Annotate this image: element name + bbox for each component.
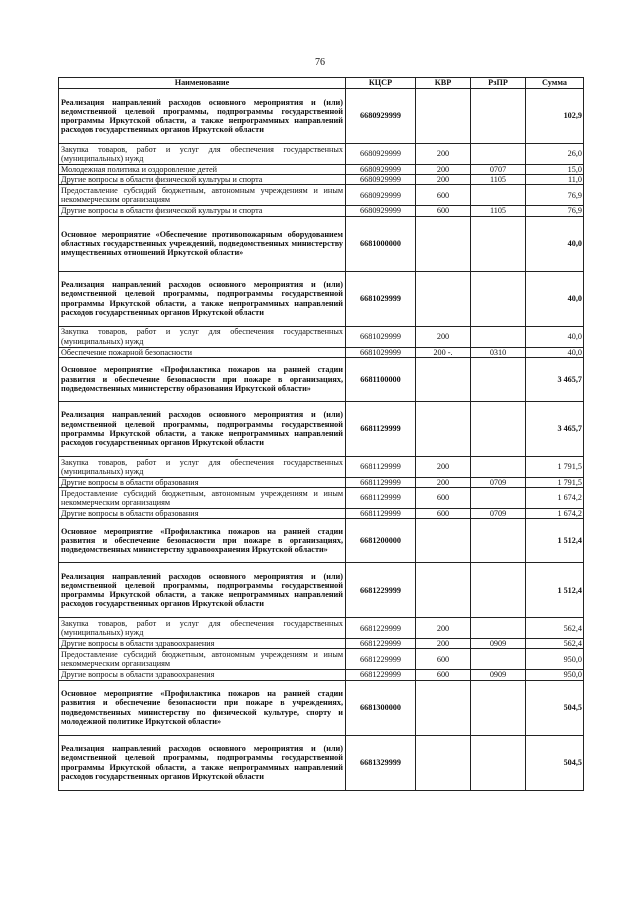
row-kcsr-cell: 6680929999 xyxy=(346,185,416,206)
header-kvr: КВР xyxy=(416,78,471,89)
row-kcsr-cell: 6680929999 xyxy=(346,144,416,165)
table-row xyxy=(59,144,584,165)
row-kcsr-cell: 6680929999 xyxy=(346,175,416,185)
row-name-cell: Обеспечение пожарной безопасности xyxy=(59,347,346,357)
row-rzpr-cell: 0707 xyxy=(471,165,526,175)
header-rzpr: РзПР xyxy=(471,78,526,89)
row-name-cell: Реализация направлений расходов основного мероприятия и (или) ведомственной целевой программы, подпрограммы государственной программы Иркутской области, а также непрограммных направлений расходов государственных органов Иркутской области xyxy=(59,89,346,144)
row-sum-cell: 76,9 xyxy=(526,185,584,206)
row-kvr-cell: 600 xyxy=(416,185,471,206)
row-sum-cell: 950,0 xyxy=(526,670,584,680)
row-kvr-cell xyxy=(416,89,471,144)
row-kcsr-cell: 6681129999 xyxy=(346,508,416,518)
page-number: 76 xyxy=(315,57,325,68)
row-kcsr-cell: 6681200000 xyxy=(346,519,416,563)
row-sum-cell: 1 791,5 xyxy=(526,456,584,477)
row-name-cell: Предоставление субсидий бюджетным, автономным учреждениям и иным некоммерческим организациям xyxy=(59,185,346,206)
row-kvr-cell: 200 xyxy=(416,144,471,165)
row-sum-cell: 1 791,5 xyxy=(526,477,584,487)
row-rzpr-cell xyxy=(471,271,526,326)
row-sum-cell: 1 512,4 xyxy=(526,519,584,563)
row-kcsr-cell: 6680929999 xyxy=(346,206,416,216)
row-kcsr-cell: 6681229999 xyxy=(346,670,416,680)
row-name-cell: Другие вопросы в области образования xyxy=(59,477,346,487)
row-name-cell: Закупка товаров, работ и услуг для обеспечения государственных (муниципальных) нужд xyxy=(59,456,346,477)
row-kcsr-cell: 6681229999 xyxy=(346,563,416,618)
row-name-cell: Другие вопросы в области физической культуры и спорта xyxy=(59,206,346,216)
row-kvr-cell: 200 xyxy=(416,456,471,477)
row-sum-cell: 3 465,7 xyxy=(526,401,584,456)
row-name-cell: Другие вопросы в области образования xyxy=(59,508,346,518)
row-sum-cell: 76,9 xyxy=(526,206,584,216)
row-sum-cell: 562,4 xyxy=(526,639,584,649)
row-name-cell: Другие вопросы в области здравоохранения xyxy=(59,639,346,649)
row-kcsr-cell: 6681329999 xyxy=(346,735,416,790)
row-sum-cell: 3 465,7 xyxy=(526,357,584,401)
row-rzpr-cell xyxy=(471,89,526,144)
row-rzpr-cell xyxy=(471,618,526,639)
row-sum-cell: 40,0 xyxy=(526,216,584,271)
row-kcsr-cell: 6681000000 xyxy=(346,216,416,271)
table-row xyxy=(59,680,584,735)
table-row xyxy=(59,165,584,175)
row-rzpr-cell xyxy=(471,649,526,670)
row-rzpr-cell: 0310 xyxy=(471,347,526,357)
header-sum: Сумма xyxy=(526,78,584,89)
row-rzpr-cell xyxy=(471,519,526,563)
row-kcsr-cell: 6681100000 xyxy=(346,357,416,401)
row-kvr-cell: 200 xyxy=(416,618,471,639)
row-kvr-cell xyxy=(416,519,471,563)
row-sum-cell: 1 674,2 xyxy=(526,487,584,508)
row-sum-cell: 26,0 xyxy=(526,144,584,165)
table-row xyxy=(59,206,584,216)
row-kcsr-cell: 6681129999 xyxy=(346,456,416,477)
row-kvr-cell: 600 xyxy=(416,508,471,518)
table-row xyxy=(59,216,584,271)
row-name-cell: Реализация направлений расходов основного мероприятия и (или) ведомственной целевой программы, подпрограммы государственной программы Иркутской области, а также непрограммных направлений расходов государственных органов Иркутской области xyxy=(59,563,346,618)
table-row xyxy=(59,271,584,326)
row-name-cell: Молодежная политика и оздоровление детей xyxy=(59,165,346,175)
row-name-cell: Реализация направлений расходов основного мероприятия и (или) ведомственной целевой программы, подпрограммы государственной программы Иркутской области, а также непрограммных направлений расходов государственных органов Иркутской области xyxy=(59,271,346,326)
table-row xyxy=(59,477,584,487)
row-sum-cell: 950,0 xyxy=(526,649,584,670)
row-kvr-cell xyxy=(416,563,471,618)
row-kvr-cell xyxy=(416,357,471,401)
table-row xyxy=(59,618,584,639)
table-row xyxy=(59,487,584,508)
row-name-cell: Основное мероприятие «Профилактика пожаров на ранней стадии развития и обеспечение безопасности при пожаре в организациях, подведомственных министерству образования Иркутской области» xyxy=(59,357,346,401)
row-kcsr-cell: 6680929999 xyxy=(346,165,416,175)
table-row xyxy=(59,649,584,670)
row-kcsr-cell: 6681129999 xyxy=(346,477,416,487)
row-kvr-cell: 200 xyxy=(416,165,471,175)
row-kvr-cell: 200 xyxy=(416,639,471,649)
row-rzpr-cell: 0709 xyxy=(471,477,526,487)
row-kcsr-cell: 6681229999 xyxy=(346,639,416,649)
row-kcsr-cell: 6681300000 xyxy=(346,680,416,735)
table-row xyxy=(59,401,584,456)
row-rzpr-cell: 0909 xyxy=(471,639,526,649)
row-rzpr-cell xyxy=(471,216,526,271)
row-name-cell: Реализация направлений расходов основного мероприятия и (или) ведомственной целевой программы, подпрограммы государственной программы Иркутской области, а также непрограммных направлений расходов государственных органов Иркутской области xyxy=(59,401,346,456)
table-row xyxy=(59,639,584,649)
table-body xyxy=(59,89,584,791)
row-sum-cell: 1 512,4 xyxy=(526,563,584,618)
row-sum-cell: 562,4 xyxy=(526,618,584,639)
row-kcsr-cell: 6681029999 xyxy=(346,326,416,347)
row-kvr-cell xyxy=(416,401,471,456)
row-sum-cell: 40,0 xyxy=(526,347,584,357)
row-kcsr-cell: 6680929999 xyxy=(346,89,416,144)
row-rzpr-cell xyxy=(471,144,526,165)
table-row xyxy=(59,563,584,618)
row-sum-cell: 40,0 xyxy=(526,271,584,326)
row-kcsr-cell: 6681129999 xyxy=(346,401,416,456)
row-rzpr-cell xyxy=(471,185,526,206)
row-rzpr-cell xyxy=(471,456,526,477)
row-kvr-cell xyxy=(416,735,471,790)
row-sum-cell: 504,5 xyxy=(526,735,584,790)
table-row xyxy=(59,735,584,790)
row-kvr-cell: 600 xyxy=(416,670,471,680)
table-row xyxy=(59,357,584,401)
row-name-cell: Основное мероприятие «Профилактика пожаров на ранней стадии развития и обеспечение безопасности при пожаре в учреждениях, подведомственных министерству по физической культуре, спорту и молодежной политике Иркутской области» xyxy=(59,680,346,735)
header-name: Наименование xyxy=(59,78,346,89)
row-rzpr-cell xyxy=(471,326,526,347)
row-kvr-cell: 600 xyxy=(416,649,471,670)
row-kcsr-cell: 6681029999 xyxy=(346,347,416,357)
row-rzpr-cell: 1105 xyxy=(471,175,526,185)
row-kcsr-cell: 6681129999 xyxy=(346,487,416,508)
table-row xyxy=(59,519,584,563)
row-kvr-cell: 200 -. xyxy=(416,347,471,357)
row-kvr-cell: 600 xyxy=(416,206,471,216)
row-rzpr-cell xyxy=(471,680,526,735)
row-name-cell: Закупка товаров, работ и услуг для обеспечения государственных (муниципальных) нужд xyxy=(59,144,346,165)
row-sum-cell: 504,5 xyxy=(526,680,584,735)
row-sum-cell: 102,9 xyxy=(526,89,584,144)
table-row xyxy=(59,185,584,206)
row-kvr-cell: 600 xyxy=(416,487,471,508)
row-kvr-cell: 200 xyxy=(416,477,471,487)
row-rzpr-cell: 1105 xyxy=(471,206,526,216)
row-kvr-cell xyxy=(416,680,471,735)
table-row xyxy=(59,508,584,518)
header-kcsr: КЦСР xyxy=(346,78,416,89)
table-row xyxy=(59,326,584,347)
row-name-cell: Основное мероприятие «Обеспечение противопожарным оборудованием областных государственных учреждений, подведомственных министерству имущественных отношений Иркутской области» xyxy=(59,216,346,271)
row-name-cell: Другие вопросы в области здравоохранения xyxy=(59,670,346,680)
table-row xyxy=(59,347,584,357)
row-kvr-cell xyxy=(416,216,471,271)
row-rzpr-cell xyxy=(471,563,526,618)
row-name-cell: Предоставление субсидий бюджетным, автономным учреждениям и иным некоммерческим организациям xyxy=(59,649,346,670)
row-name-cell: Закупка товаров, работ и услуг для обеспечения государственных (муниципальных) нужд xyxy=(59,326,346,347)
row-rzpr-cell xyxy=(471,487,526,508)
table-row xyxy=(59,456,584,477)
row-sum-cell: 40,0 xyxy=(526,326,584,347)
row-name-cell: Другие вопросы в области физической культуры и спорта xyxy=(59,175,346,185)
row-rzpr-cell xyxy=(471,357,526,401)
row-sum-cell: 11,0 xyxy=(526,175,584,185)
table-row xyxy=(59,175,584,185)
row-sum-cell: 15,0 xyxy=(526,165,584,175)
row-sum-cell: 1 674,2 xyxy=(526,508,584,518)
row-rzpr-cell xyxy=(471,735,526,790)
table-row xyxy=(59,89,584,144)
budget-table xyxy=(58,77,584,791)
row-kcsr-cell: 6681229999 xyxy=(346,618,416,639)
row-rzpr-cell: 0909 xyxy=(471,670,526,680)
row-rzpr-cell xyxy=(471,401,526,456)
row-rzpr-cell: 0709 xyxy=(471,508,526,518)
row-kcsr-cell: 6681229999 xyxy=(346,649,416,670)
row-kcsr-cell: 6681029999 xyxy=(346,271,416,326)
row-name-cell: Предоставление субсидий бюджетным, автономным учреждениям и иным некоммерческим организациям xyxy=(59,487,346,508)
row-kvr-cell: 200 xyxy=(416,326,471,347)
row-name-cell: Основное мероприятие «Профилактика пожаров на ранней стадии развития и обеспечение безопасности при пожаре в организациях, подведомственных министерству здравоохранения Иркутской области» xyxy=(59,519,346,563)
row-name-cell: Реализация направлений расходов основного мероприятия и (или) ведомственной целевой программы, подпрограммы государственной программы Иркутской области, а также непрограммных направлений расходов государственных органов Иркутской области xyxy=(59,735,346,790)
table-header-row xyxy=(59,78,584,89)
row-kvr-cell: 200 xyxy=(416,175,471,185)
table-row xyxy=(59,670,584,680)
row-kvr-cell xyxy=(416,271,471,326)
row-name-cell: Закупка товаров, работ и услуг для обеспечения государственных (муниципальных) нужд xyxy=(59,618,346,639)
